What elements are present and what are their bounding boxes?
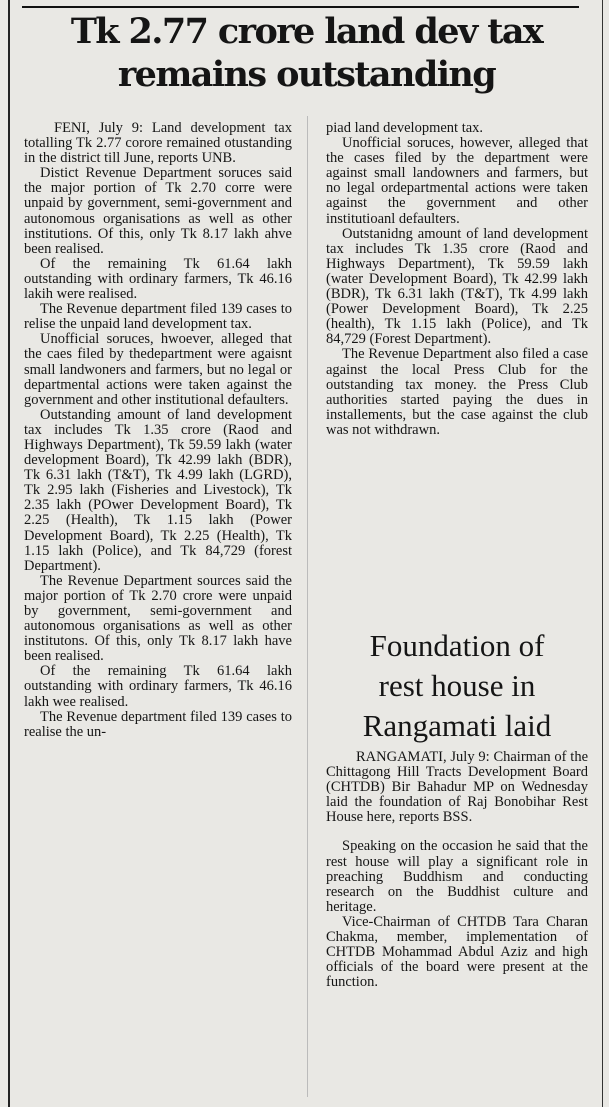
headline-line-1: Tk 2.77 crore land dev tax bbox=[70, 11, 543, 52]
paragraph: The Revenue department filed 139 cases to relise the unpaid land development tax. bbox=[24, 301, 292, 333]
paragraph: Outstanidng amount of land development tax includes Tk 1.35 crore (Raod and Highways Department), Tk 59.59 lakh (water Development Board), Tk 42.99 lakh (BDR), Tk 6.31 lakh (T&T), Tk 4.99 lakh (Power Development Board), Tk 2.25 (health), Tk 1.15 lakh (Police), and Tk 84,729 (Forest Department). bbox=[326, 225, 588, 348]
paragraph: The Revenue Department also filed a case against the local Press Club for the outstanding tax money. the Press Club authorities started paying the dues in installements, but the case against the club was not withdrawn. bbox=[326, 346, 588, 438]
paragraph: Unofficial soruces, however, alleged that the cases filed by the department were against small landowners and farmers, but no legal ordepartmental actions were taken against the government and other institutioanl defaulters. bbox=[326, 135, 588, 227]
paragraph: The Revenue Department sources said the major portion of Tk 2.70 crore were unpaid by government, semi-government and autonomous organisations as well as other institutons. Of this, only Tk 8.17 lakh have been realised. bbox=[24, 572, 292, 665]
paragraph: Of the remaining Tk 61.64 lakh outstanding with ordinary farmers, Tk 46.16 lakih were realised. bbox=[24, 255, 292, 303]
paragraph: The Revenue department filed 139 cases to realise the un- bbox=[24, 708, 292, 740]
paragraph: Distict Revenue Department soruces said the major portion of Tk 2.70 corre were unpaid by government, semi-government and autonomous organisations as well as other institutions. Of this, only Tk 8.17 lakh ahve been realised. bbox=[24, 165, 292, 257]
column-divider bbox=[307, 116, 308, 1097]
paragraph: Vice-Chairman of CHTDB Tara Charan Chakma, member, implementation of CHTDB Mohammad Abdul Aziz and high officials of the board were present at the function. bbox=[326, 913, 588, 991]
paragraph-dateline: FENI, July 9: Land development tax totalling Tk 2.77 corore remained otustanding in the district till June, reports UNB. bbox=[24, 120, 292, 167]
paragraph: Unofficial soruces, hwoever, alleged that the caes filed by thedepartment were agaisnt small landwoners and farmers, but no legal or departmental actions were taken against the government and other institutional defaulters. bbox=[24, 331, 292, 408]
page-right-border bbox=[602, 0, 603, 1107]
sub-headline-line-3: Rangamati laid bbox=[362, 708, 552, 743]
page-left-border bbox=[8, 0, 10, 1107]
second-article-headline bbox=[326, 626, 588, 746]
article-headline bbox=[18, 10, 595, 96]
article-right-column bbox=[326, 121, 588, 438]
paragraph: Outstanding amount of land development tax includes Tk 1.35 crore (Raod and Highways Department), Tk 59.59 lakh (water development Board), Tk 42.99 lakh (BDR), Tk 6.31 lakh (T&T), Tk 4.99 lakh (LGRD), Tk 2.95 lakh (Fisheries and Livestock), Tk 2.35 lakh (POwer Development Board), Tk 2.25 (Health), Tk 1.15 lakh (Power Development Board), Tk 2.25 (Health), Tk 1.15 lakh (Police), and Tk 84,729 (forest Department). bbox=[24, 406, 292, 574]
paragraph: Speaking on the occasion he said that the rest house will play a significant role in preaching Buddhism and conducting research on the Buddhist culture and heritage. bbox=[326, 838, 588, 915]
article-left-column bbox=[24, 121, 292, 740]
paragraph-dateline: RANGAMATI, July 9: Chairman of the Chittagong Hill Tracts Development Board (CHTDB) Bir Bahadur MP on Wednesday laid the foundation of Raj Bonobihar Rest House here, reports BSS. bbox=[326, 749, 588, 826]
second-article-body bbox=[326, 750, 588, 990]
paragraph-continued: piad land development tax. bbox=[326, 120, 484, 136]
headline-line-2: remains outstanding bbox=[117, 54, 496, 95]
paragraph: Of the remaining Tk 61.64 lakh outstanding with ordinary farmers, Tk 46.16 lakh wee realised. bbox=[24, 663, 292, 710]
sub-headline-line-2: rest house in bbox=[378, 668, 536, 703]
sub-headline-line-1: Foundation of bbox=[369, 628, 545, 663]
top-rule bbox=[22, 6, 579, 8]
